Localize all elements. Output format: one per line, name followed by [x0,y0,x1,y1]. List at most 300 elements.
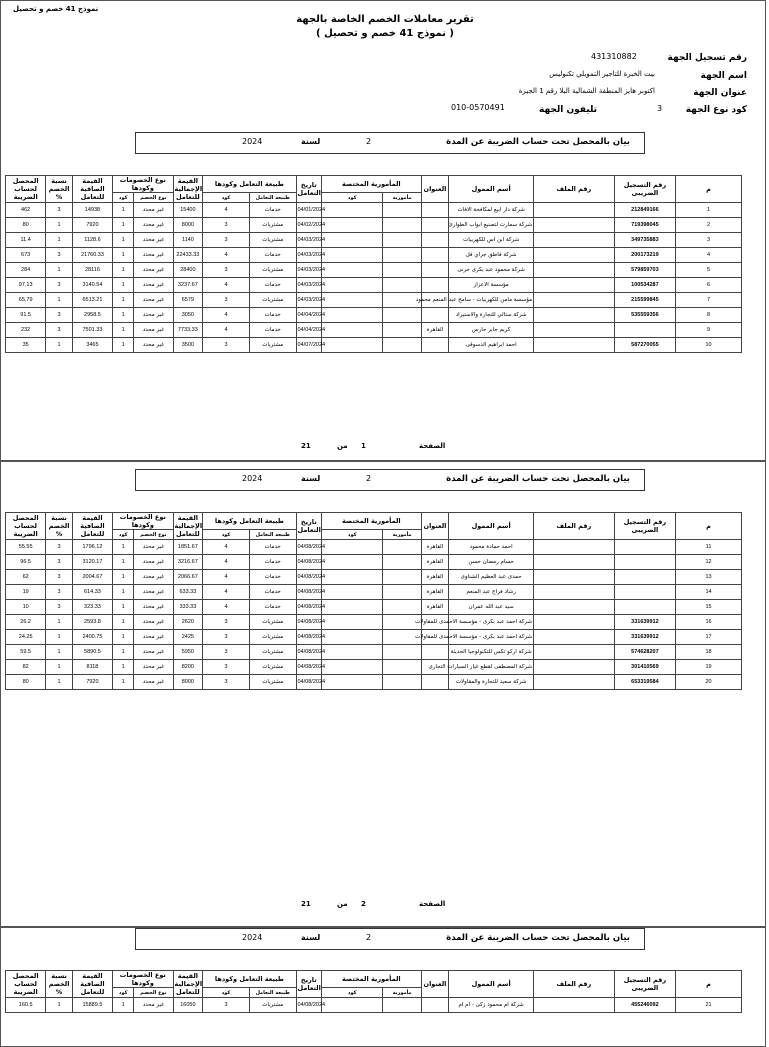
cell-nature: خدمات [249,585,296,600]
cell-disc_code: 1 [113,323,134,338]
cell-rate: 1 [46,218,73,233]
cell-address [421,338,449,353]
cell-date: 04/04/2024 [296,323,321,338]
cell-total: 3216.67 [173,555,203,570]
col-total: القيمة الإجمالية للتعامل [174,177,203,201]
cell-nature_code: 3 [203,645,250,660]
cell-total: 2066.67 [173,570,203,585]
cell-auth_code [321,338,383,353]
cell-collected: 65.79 [6,293,46,308]
cell-file [534,645,615,660]
col-discount: نوع الخصومات وكودها [113,176,173,193]
col-collected: المحصل لحساب الضريبة [6,971,46,998]
col-authority: المأمورية المختصة [321,971,421,988]
cell-auth_name [383,645,421,660]
col-collected: المحصل لحساب الضريبة [6,513,46,540]
cell-rate: 1 [46,998,73,1013]
cell-nature: مشتريات [249,338,296,353]
cell-seq: 16 [676,615,742,630]
col-authority-name: مأمورية [383,193,421,203]
cell-seq: 14 [676,585,742,600]
cell-reg: 653319584 [614,675,676,690]
cell-disc_code: 1 [113,203,134,218]
cell-date: 04/08/2024 [296,630,321,645]
cell-file [534,660,615,675]
cell-total: 2620 [173,615,203,630]
table-row [6,278,759,293]
cell-collected: 160.5 [6,998,46,1013]
cell-collected: 82 [6,660,46,675]
cell-address [421,233,449,248]
transactions-table [5,175,759,353]
cell-file [534,293,615,308]
cell-net: 2593.8 [72,615,112,630]
cell-rate: 3 [46,203,73,218]
col-discount-code: كود [113,988,134,998]
period-box [135,928,645,950]
cell-file [534,323,615,338]
cell-file [534,263,615,278]
cell-auth_code [321,630,383,645]
cell-rate: 1 [46,263,73,278]
cell-rate: 3 [46,323,73,338]
cell-date: 04/03/2024 [296,233,321,248]
cell-disc: غير محدد [134,293,173,308]
cell-seq: 4 [676,248,742,263]
col-date: تاريخ التعامل [296,176,321,203]
cell-auth_code [321,645,383,660]
cell-auth_name [383,998,421,1013]
cell-disc_code: 1 [113,630,134,645]
cell-seq: 10 [676,338,742,353]
cell-name: شركة ام محمود زكى - ام ام [449,998,534,1013]
col-authority-name: مأمورية [383,988,421,998]
cell-collected: 97.13 [6,278,46,293]
cell-date: 04/08/2024 [296,555,321,570]
col-discount-name: نوع الخصم [134,530,173,540]
col-authority-code: كود [321,193,383,203]
cell-collected: 19 [6,585,46,600]
cell-nature_code: 3 [203,675,250,690]
cell-auth_code [321,263,383,278]
cell-rate: 3 [46,570,73,585]
cell-disc_code: 1 [113,585,134,600]
cell-seq: 18 [676,645,742,660]
cell-disc: غير محدد [134,323,173,338]
cell-total: 333.33 [173,600,203,615]
cell-name: رشاد فراج عبد المنعم [449,585,534,600]
cell-total: 2425 [173,630,203,645]
cell-date: 04/02/2024 [296,218,321,233]
cell-date: 04/08/2024 [296,675,321,690]
cell-rate: 3 [46,278,73,293]
entity-address-value: اكتوبر هايز المنطقة الشمالية البلا رقم 1 الجيزة [518,87,655,95]
cell-total: 3237.67 [173,278,203,293]
cell-nature_code: 4 [203,585,250,600]
cell-net: 8118 [72,660,112,675]
cell-collected: 11.4 [6,233,46,248]
col-discount-name: نوع الخصم [134,193,173,203]
cell-auth_name [383,278,421,293]
cell-name: شركة ابن اس للكهربيات [449,233,534,248]
cell-name: شركة فاطق جراي فل [449,248,534,263]
col-name: أسم الممول [449,513,534,540]
cell-name: شركة المصطفى لقطع غيار السيارات التجارى [449,660,534,675]
entity-reg-value: 431310882 [591,52,637,61]
cell-seq: 5 [676,263,742,278]
cell-seq: 20 [676,675,742,690]
period-year-label: لسنة [301,137,321,146]
table-row [6,248,759,263]
cell-net: 28116 [72,263,112,278]
period-label: بيان بالمحصل تحت حساب الضريبة عن المدة [446,933,630,943]
cell-nature_code: 4 [203,540,250,555]
cell-name: شركة سمارت لتصنيع ابواب الطوارئ [449,218,534,233]
cell-net: 3465 [72,338,112,353]
cell-disc: غير محدد [134,278,173,293]
cell-address [421,308,449,323]
col-nature-name: طبيعة التعامل [249,988,296,998]
footer-of-label: من [337,900,348,908]
cell-net: 1128.6 [72,233,112,248]
cell-total: 8000 [173,675,203,690]
cell-nature_code: 3 [203,218,250,233]
cell-disc: غير محدد [134,308,173,323]
table-row [6,675,759,690]
cell-total: 1851.67 [173,540,203,555]
cell-seq: 3 [676,233,742,248]
cell-name: شركة سعيد للتجارة والمقاولات [449,675,534,690]
cell-auth_name [383,203,421,218]
table-row [6,998,759,1013]
table-row [6,570,759,585]
cell-collected: 24.25 [6,630,46,645]
cell-nature: مشتريات [249,293,296,308]
cell-name: مؤسسة مامن للكهربيات - سامح عبد المنعم محمود [449,293,534,308]
col-discount-code: كود [113,530,134,540]
cell-file [534,675,615,690]
col-name: أسم الممول [449,971,534,998]
cell-net: 5890.5 [72,645,112,660]
cell-rate: 1 [46,645,73,660]
cell-collected: 55.55 [6,540,46,555]
cell-disc_code: 1 [113,645,134,660]
table-row [6,218,759,233]
col-nature-name: طبيعة التعامل [249,530,296,540]
col-nature-name: طبيعة التعامل [249,193,296,203]
period-year: 2024 [242,137,263,146]
cell-collected: 80 [6,675,46,690]
table-row [6,540,759,555]
cell-nature: خدمات [249,323,296,338]
col-nature-code: كود [203,193,250,203]
cell-name: كريم جابر حارس [449,323,534,338]
cell-auth_name [383,338,421,353]
col-rate: نسبة الخصم % [46,513,73,540]
cell-net: 3120.17 [72,555,112,570]
cell-date: 04/01/2024 [296,203,321,218]
col-address: العنوان [421,971,449,998]
cell-name: حسام رمضان حسن [449,555,534,570]
period-year: 2024 [242,933,263,942]
col-rate: نسبة الخصم % [46,971,73,998]
cell-total: 8200 [173,660,203,675]
cell-auth_name [383,248,421,263]
cell-nature_code: 4 [203,203,250,218]
cell-date: 04/03/2024 [296,278,321,293]
cell-auth_name [383,570,421,585]
cell-net: 2958.5 [72,308,112,323]
cell-disc: غير محدد [134,218,173,233]
cell-total: 8000 [173,218,203,233]
table-row [6,293,759,308]
period-year-label: لسنة [301,933,321,942]
cell-nature: مشتريات [249,675,296,690]
report-page-2 [0,461,766,927]
col-reg: رقم التسجيل الضريبى [614,513,676,540]
cell-disc_code: 1 [113,998,134,1013]
cell-rate: 1 [46,630,73,645]
footer-page-label: الصفحة [419,900,446,908]
cell-auth_code [321,203,383,218]
cell-net: 14938 [72,203,112,218]
cell-nature: خدمات [249,308,296,323]
cell-auth_name [383,308,421,323]
cell-auth_code [321,585,383,600]
col-reg: رقم التسجيل الضريبى [614,176,676,203]
cell-nature_code: 4 [203,278,250,293]
cell-auth_code [321,600,383,615]
col-nature-code: كود [203,988,250,998]
cell-disc_code: 1 [113,600,134,615]
cell-disc_code: 1 [113,233,134,248]
cell-nature: خدمات [249,203,296,218]
cell-name: احمد حمادة محمود [449,540,534,555]
cell-net: 614.33 [72,585,112,600]
period-label: بيان بالمحصل تحت حساب الضريبة عن المدة [446,137,630,147]
cell-collected: 96.5 [6,555,46,570]
cell-address [421,645,449,660]
cell-disc: غير محدد [134,203,173,218]
cell-address: القاهرة [421,540,449,555]
cell-nature: مشتريات [249,233,296,248]
cell-nature_code: 3 [203,293,250,308]
cell-reg [614,540,676,555]
entity-type-code-value: 3 [657,104,663,113]
cell-disc: غير محدد [134,263,173,278]
col-total: القيمة الإجمالية للتعامل [174,514,203,538]
col-file: رقم الملف [534,971,615,998]
cell-file [534,308,615,323]
cell-seq: 12 [676,555,742,570]
report-title-main: تقرير معاملات الخصم الخاصة بالجهة [296,14,474,25]
cell-nature_code: 3 [203,233,250,248]
col-net: القيمة الصافية للتعامل [72,971,112,998]
cell-nature: خدمات [249,555,296,570]
entity-name-label: اسم الجهة [700,71,747,81]
cell-reg: 100534287 [614,278,676,293]
cell-nature: مشتريات [249,660,296,675]
cell-reg [614,570,676,585]
cell-auth_code [321,570,383,585]
cell-auth_name [383,323,421,338]
table-row [6,323,759,338]
cell-name: شركة احمد عبد بكرى - مؤسسة الاحمدى للمقاولات [449,630,534,645]
cell-disc_code: 1 [113,570,134,585]
col-authority-code: كود [321,988,383,998]
period-box [135,132,645,154]
entity-phone-label: تليفون الجهة [538,105,597,115]
report-page-3 [0,927,766,1047]
cell-reg: 587270055 [614,338,676,353]
cell-file [534,585,615,600]
cell-net: 15889.5 [72,998,112,1013]
cell-disc: غير محدد [134,248,173,263]
cell-auth_name [383,540,421,555]
cell-nature: خدمات [249,540,296,555]
table-row [6,615,759,630]
cell-date: 04/08/2024 [296,645,321,660]
col-nature: طبيعة التعامل وكودها [203,176,296,193]
cell-total: 1140 [173,233,203,248]
cell-auth_name [383,218,421,233]
cell-seq: 2 [676,218,742,233]
cell-collected: 80 [6,218,46,233]
cell-net: 323.33 [72,600,112,615]
col-collected: المحصل لحساب الضريبة [6,176,46,203]
cell-reg [614,600,676,615]
cell-address: القاهرة [421,570,449,585]
cell-nature_code: 4 [203,323,250,338]
cell-nature_code: 3 [203,998,250,1013]
cell-net: 7920 [72,218,112,233]
cell-reg: 574628207 [614,645,676,660]
cell-rate: 1 [46,660,73,675]
footer-page-total: 21 [301,442,311,450]
cell-file [534,540,615,555]
cell-nature: خدمات [249,600,296,615]
transactions-table [5,970,759,1013]
cell-seq: 7 [676,293,742,308]
cell-name: شركة محمود عبد بكرى حرنى [449,263,534,278]
cell-rate: 3 [46,248,73,263]
cell-seq: 8 [676,308,742,323]
cell-date: 04/07/2024 [296,338,321,353]
cell-auth_code [321,248,383,263]
col-address: العنوان [421,176,449,203]
cell-address [421,998,449,1013]
cell-file [534,998,615,1013]
cell-rate: 3 [46,600,73,615]
period-month: 2 [366,933,372,942]
cell-nature: خدمات [249,248,296,263]
cell-net: 2004.67 [72,570,112,585]
cell-address: القاهرة [421,600,449,615]
cell-disc_code: 1 [113,278,134,293]
cell-nature_code: 4 [203,248,250,263]
cell-name: شركة احمد عبد بكرى - مؤسسة الاحمدى للمقاولات [449,615,534,630]
cell-net: 3140.54 [72,278,112,293]
cell-total: 6579 [173,293,203,308]
cell-nature: مشتريات [249,630,296,645]
cell-name: حمدى عبد العظيم الشناوى [449,570,534,585]
cell-auth_code [321,233,383,248]
table-row [6,660,759,675]
table-row [6,600,759,615]
cell-net: 2400.75 [72,630,112,645]
cell-rate: 1 [46,293,73,308]
cell-nature: مشتريات [249,615,296,630]
col-reg: رقم التسجيل الضريبى [614,971,676,998]
cell-net: 1796.12 [72,540,112,555]
cell-name: مؤسسة الاعزاز [449,278,534,293]
cell-total: 16050 [173,998,203,1013]
col-file: رقم الملف [534,176,615,203]
col-net: القيمة الصافية للتعامل [72,513,112,540]
cell-name: شركة دار ابيع لمكافحة الافات [449,203,534,218]
col-discount-code: كود [113,193,134,203]
cell-file [534,218,615,233]
cell-file [534,203,615,218]
cell-file [534,233,615,248]
cell-date: 04/03/2024 [296,293,321,308]
cell-total: 22433.33 [173,248,203,263]
entity-phone-value: 010-0570491 [451,103,505,112]
cell-date: 04/03/2024 [296,248,321,263]
cell-net: 6513.21 [72,293,112,308]
cell-collected: 232 [6,323,46,338]
cell-reg [614,585,676,600]
cell-date: 04/08/2024 [296,540,321,555]
cell-net: 7920 [72,675,112,690]
cell-date: 04/08/2024 [296,615,321,630]
cell-auth_code [321,278,383,293]
cell-address: القاهرة [421,555,449,570]
cell-nature_code: 3 [203,615,250,630]
col-net: القيمة الصافية للتعامل [72,176,112,203]
cell-net: 7501.33 [72,323,112,338]
cell-disc: غير محدد [134,675,173,690]
footer-page-number: 2 [361,900,366,908]
col-authority-name: مأمورية [383,530,421,540]
cell-nature_code: 3 [203,338,250,353]
cell-nature: خدمات [249,570,296,585]
cell-file [534,278,615,293]
cell-address [421,248,449,263]
report-page-1 [0,0,766,461]
cell-name: شركة اركو تكس للتكنولوجيا الحديثة [449,645,534,660]
cell-collected: 10 [6,600,46,615]
cell-disc: غير محدد [134,540,173,555]
col-authority: المأمورية المختصة [321,513,421,530]
cell-auth_name [383,660,421,675]
cell-disc_code: 1 [113,263,134,278]
cell-reg [614,323,676,338]
cell-date: 04/04/2024 [296,308,321,323]
cell-reg: 212849166 [614,203,676,218]
cell-disc_code: 1 [113,308,134,323]
cell-reg [614,555,676,570]
table-row [6,338,759,353]
col-authority-code: كود [321,530,383,540]
col-nature: طبيعة التعامل وكودها [203,971,296,988]
cell-rate: 1 [46,675,73,690]
cell-disc_code: 1 [113,540,134,555]
col-discount: نوع الخصومات وكودها [113,513,173,530]
cell-date: 04/03/2024 [296,263,321,278]
cell-auth_name [383,585,421,600]
cell-name: احمد ابراهيم الدسوقى [449,338,534,353]
